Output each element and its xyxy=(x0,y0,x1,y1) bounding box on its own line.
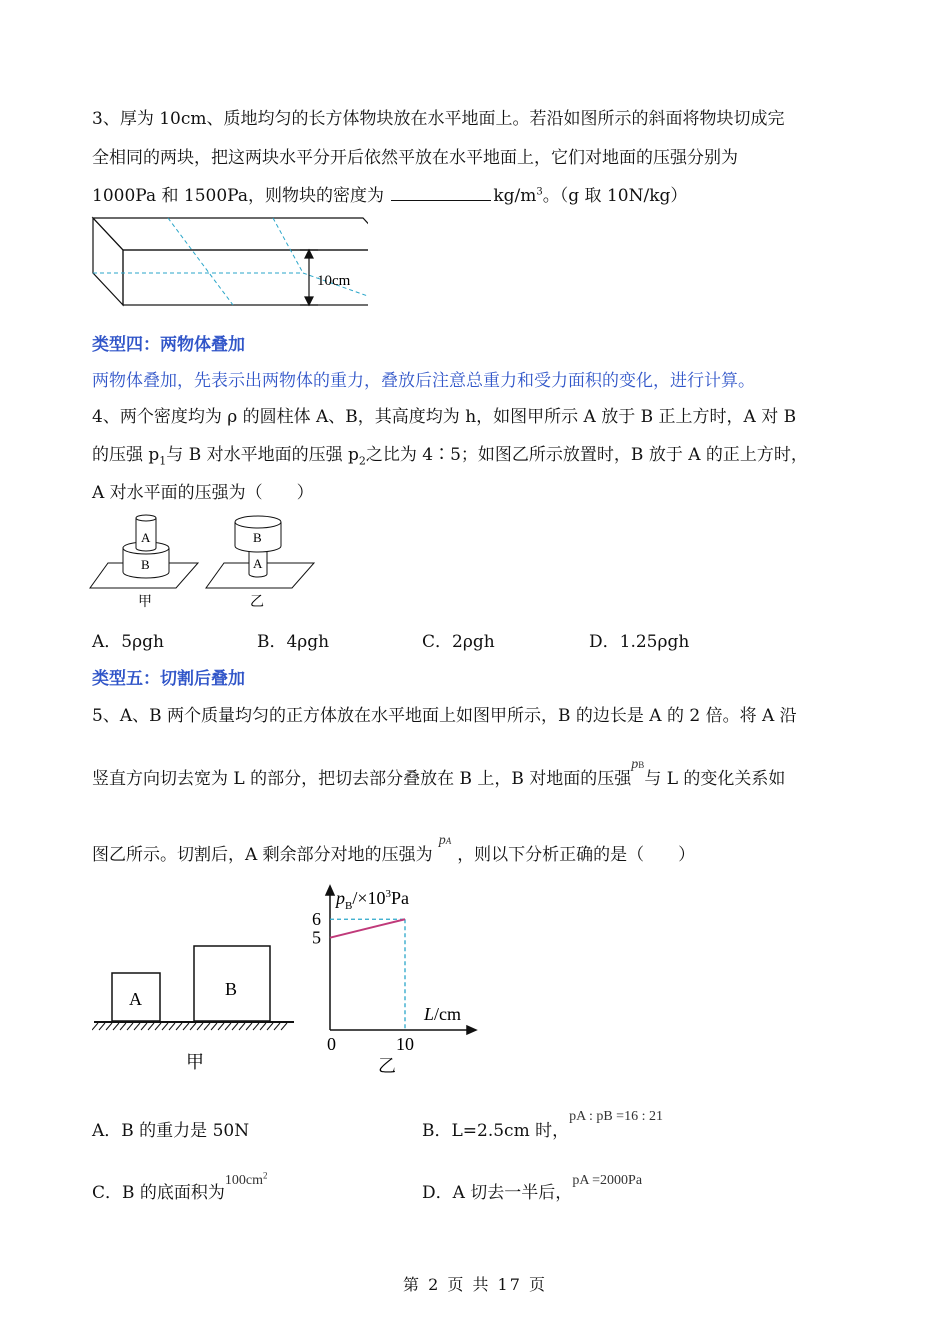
jia-caption: 甲 xyxy=(138,595,152,610)
y-tick-6: 6 xyxy=(312,909,321,930)
page-footer: 第 2 页 共 17 页 xyxy=(403,1275,547,1294)
q5-option-c[interactable] xyxy=(92,1170,268,1203)
ylabel-unit: Pa xyxy=(391,888,409,908)
y-axis-arrow xyxy=(326,886,334,895)
ylabel-p: p xyxy=(336,888,345,908)
q4-option-a[interactable]: A．5ρgh xyxy=(92,632,164,652)
q5-line3 xyxy=(92,833,696,865)
hatch-mark xyxy=(176,1023,182,1030)
block-top-face xyxy=(93,218,368,250)
q5-option-b[interactable] xyxy=(422,1109,663,1141)
hatch-mark xyxy=(106,1023,112,1030)
q5-line2-b: 与 L 的变化关系如 xyxy=(644,769,786,789)
density-unit: kg/m xyxy=(493,186,537,206)
q5-option-b-text: B．L=2.5cm 时， xyxy=(422,1121,570,1141)
q4-line2-c: 之比为 4∶5；如图乙所示放置时，B 放于 A 的正上方时， xyxy=(365,445,808,465)
q4-line2-b: 与 B 对水平地面的压强 p xyxy=(166,445,359,465)
y-axis-label xyxy=(334,888,409,912)
ground-hatching xyxy=(92,1023,287,1030)
hatch-mark xyxy=(218,1023,224,1030)
q5-cubes-figure xyxy=(92,940,302,1080)
hatch-mark xyxy=(92,1023,98,1030)
x-axis-label xyxy=(423,1004,461,1024)
hatch-mark xyxy=(99,1023,105,1030)
pa-p: p xyxy=(438,833,446,848)
hatch-mark xyxy=(204,1023,210,1030)
yi-caption: 乙 xyxy=(250,595,264,610)
type5-heading: 类型五：切割后叠加 xyxy=(92,669,245,689)
hatch-mark xyxy=(127,1023,133,1030)
xlabel-unit: /cm xyxy=(434,1004,462,1024)
xlabel-l: L xyxy=(424,1004,435,1024)
ylabel-sub: B xyxy=(345,900,353,912)
q5-option-d[interactable] xyxy=(422,1173,643,1203)
ylabel-sup: 3 xyxy=(385,888,391,900)
q5-line3-a: 图乙所示。切割后，A 剩余部分对地的压强为 xyxy=(92,845,433,865)
q5-option-d-text: D．A 切去一半后， xyxy=(422,1183,573,1203)
cube-a-label: A xyxy=(129,989,142,1009)
pb-symbol xyxy=(631,757,644,772)
answer-blank[interactable] xyxy=(391,184,491,201)
q4-line3: A 对水平面的压强为（ ） xyxy=(92,483,314,503)
q5-line2 xyxy=(92,757,786,789)
q3-line3-text: 1000Pa 和 1500Pa，则物块的密度为 xyxy=(92,186,390,206)
q3-line3-tail: 。（g 取 10N/kg） xyxy=(542,186,688,206)
q5-option-b-formula: pA : pB =16 : 21 xyxy=(569,1109,663,1124)
chart-series xyxy=(330,919,405,937)
q5-pressure-chart xyxy=(300,880,500,1080)
area-exponent: 2 xyxy=(263,1170,268,1181)
hatch-mark xyxy=(232,1023,238,1030)
hatch-mark xyxy=(274,1023,280,1030)
pb-sub: B xyxy=(638,760,645,770)
jia-cylinder-a xyxy=(136,515,156,521)
hatch-mark xyxy=(169,1023,175,1030)
hatch-mark xyxy=(134,1023,140,1030)
yi-label-a: A xyxy=(253,556,263,571)
cut-plane-dashes xyxy=(93,218,368,305)
type4-heading: 类型四：两物体叠加 xyxy=(92,335,245,355)
hatch-mark xyxy=(183,1023,189,1030)
q4-sub1: 1 xyxy=(159,454,167,468)
q3-block-figure xyxy=(88,212,368,312)
q4-cylinders-figure xyxy=(88,508,328,616)
hatch-mark xyxy=(281,1023,287,1030)
hatch-mark xyxy=(246,1023,252,1030)
area-value: 100cm xyxy=(224,1173,264,1188)
q4-line2-a: 的压强 p xyxy=(92,445,160,465)
hatch-mark xyxy=(141,1023,147,1030)
q5-option-c-formula xyxy=(224,1170,268,1188)
pb-p: p xyxy=(631,757,639,772)
q4-line1: 4、两个密度均为 ρ 的圆柱体 A、B，其高度均为 h，如图甲所示 A 放于 B 正上方时，A 对 B xyxy=(92,407,797,427)
jia-label-a: A xyxy=(141,530,151,545)
q4-line2 xyxy=(92,440,808,467)
q5-line2-a: 竖直方向切去宽为 L 的部分，把切去部分叠放在 B 上，B 对地面的压强 xyxy=(92,769,632,789)
density-unit-exponent: 3 xyxy=(536,186,543,198)
ylabel-rest: /×10 xyxy=(352,888,386,908)
hatch-mark xyxy=(120,1023,126,1030)
hatch-mark xyxy=(155,1023,161,1030)
jia-label-b: B xyxy=(141,557,150,572)
cube-b-label: B xyxy=(225,979,238,999)
pa-sub: A xyxy=(445,836,452,846)
hatch-mark xyxy=(197,1023,203,1030)
hatch-mark xyxy=(190,1023,196,1030)
pa-symbol xyxy=(439,833,452,848)
hatch-mark xyxy=(148,1023,154,1030)
q5-option-c-text: C．B 的底面积为 xyxy=(92,1183,225,1203)
hatch-mark xyxy=(211,1023,217,1030)
q5-line3-b: ，则以下分析正确的是（ ） xyxy=(457,845,696,865)
type4-tip: 两物体叠加，先表示出两物体的重力，叠放后注意总重力和受力面积的变化，进行计算。 xyxy=(92,371,755,391)
q4-option-d[interactable]: D．1.25ρgh xyxy=(589,632,690,652)
thickness-label: 10cm xyxy=(317,273,351,289)
hatch-mark xyxy=(162,1023,168,1030)
q3-line2: 全相同的两块，把这两块水平分开后依然平放在水平地面上，它们对地面的压强分别为 xyxy=(92,148,738,168)
q5-line1: 5、A、B 两个质量均匀的正方体放在水平地面上如图甲所示，B 的边长是 A 的 2 倍。将 A 沿 xyxy=(92,706,797,726)
yi-caption-q5: 乙 xyxy=(378,1056,396,1076)
q5-option-a[interactable]: A．B 的重力是 50N xyxy=(92,1121,250,1141)
q3-line3 xyxy=(92,181,687,206)
x-tick-0: 0 xyxy=(327,1034,336,1054)
series-line xyxy=(330,919,405,937)
yi-label-b: B xyxy=(253,530,262,545)
q4-sub2: 2 xyxy=(358,454,366,468)
q3-line1: 3、厚为 10cm、质地均匀的长方体物块放在水平地面上。若沿如图所示的斜面将物块切成完 xyxy=(92,109,785,129)
hatch-mark xyxy=(267,1023,273,1030)
hatch-mark xyxy=(225,1023,231,1030)
q4-option-c[interactable]: C．2ρgh xyxy=(422,632,495,652)
x-axis-arrow xyxy=(467,1026,476,1034)
y-tick-5: 5 xyxy=(312,927,321,948)
jia-caption-q5: 甲 xyxy=(186,1052,204,1072)
q5-option-d-formula: pA =2000Pa xyxy=(572,1173,643,1188)
block-side-face xyxy=(93,218,123,305)
hatch-mark xyxy=(260,1023,266,1030)
hatch-mark xyxy=(253,1023,259,1030)
q4-option-b[interactable]: B．4ρgh xyxy=(257,632,330,652)
hatch-mark xyxy=(113,1023,119,1030)
x-tick-10: 10 xyxy=(396,1034,414,1054)
hatch-mark xyxy=(239,1023,245,1030)
